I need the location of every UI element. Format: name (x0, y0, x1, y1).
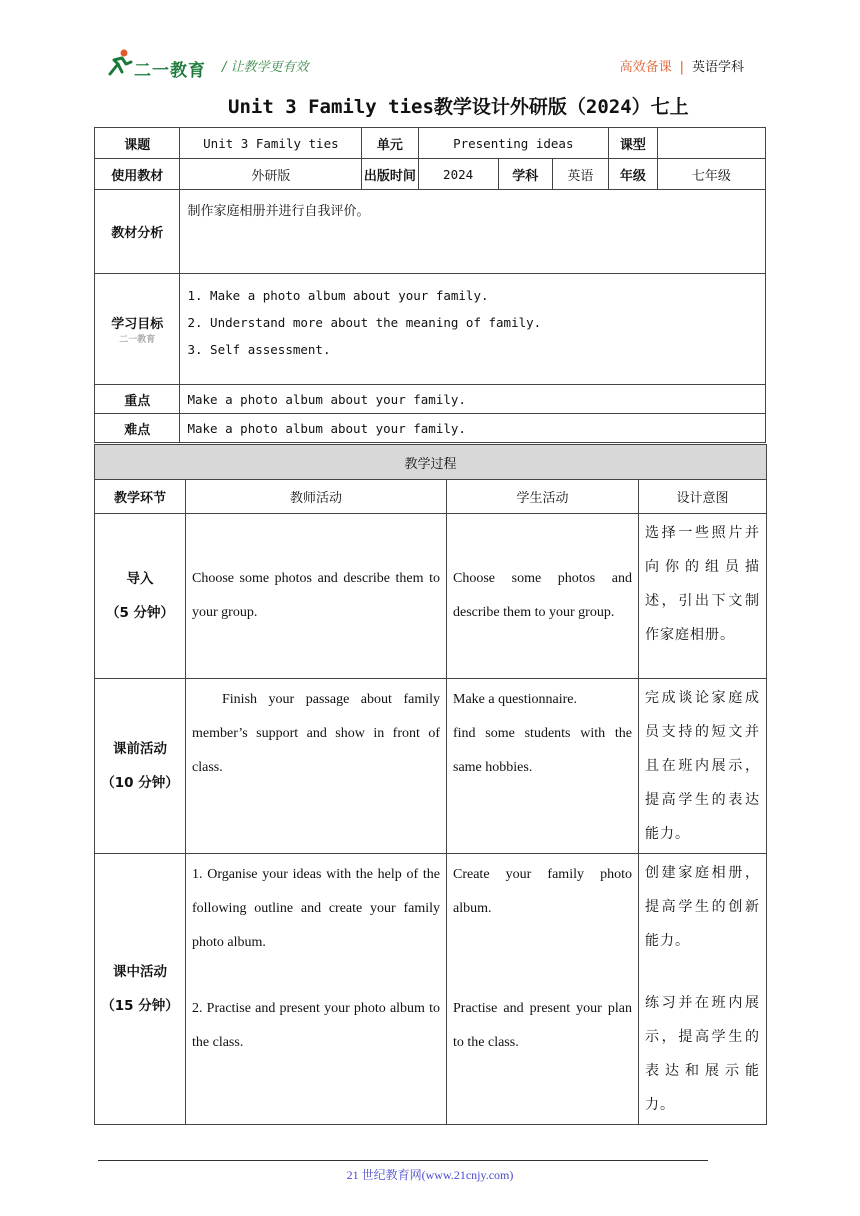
student-activity (447, 679, 639, 854)
student-activity-step: Create your family photo album. (453, 867, 632, 916)
watermark-logo (95, 332, 179, 345)
teacher-activity: Choose some photos and describe them to your group. (186, 514, 447, 679)
page-header (104, 48, 744, 82)
student-activity (447, 854, 639, 1125)
header-label-efficient: 高效备课 (619, 60, 672, 75)
stage-cell (95, 679, 186, 854)
header-right (620, 56, 744, 75)
textbook-label: 使用教材 (95, 159, 180, 190)
logo-text: 二一教育 (134, 61, 206, 81)
teacher-activity-step: 2. Practise and present your photo album to the class. (192, 1001, 440, 1050)
objective-item: 2. Understand more about the meaning of family. (187, 315, 542, 330)
pubtime-value: 2024 (418, 159, 498, 190)
topic-label: 课题 (95, 128, 180, 159)
design-intent: 选择一些照片并向你的组员描述，引出下文制作家庭相册。 (639, 514, 767, 679)
grade-label: 年级 (609, 159, 658, 190)
process-table (94, 444, 767, 1125)
table-row (95, 514, 767, 679)
unit-value: Presenting ideas (418, 128, 608, 159)
teacher-activity-step: 1. Organise your ideas with the help of the following outline and create your family photo album. (192, 867, 440, 950)
stage-time: （10 分钟） (101, 775, 179, 791)
process-header-row (95, 480, 767, 514)
header-separator: | (679, 60, 684, 75)
stage-time: （15 分钟） (101, 998, 179, 1014)
design-intent (639, 854, 767, 1125)
student-activity-line: Make a questionnaire. (453, 692, 578, 707)
analysis-label: 教材分析 (95, 190, 180, 274)
teacher-activity: Finish your passage about family member’s support and show in front of class. (186, 679, 447, 854)
grade-value: 七年级 (657, 159, 765, 190)
objectives-label-cell (95, 274, 180, 385)
objective-item: 3. Self assessment. (187, 342, 331, 357)
objectives-list (180, 274, 766, 385)
process-title-row (95, 445, 767, 480)
design-intent-step: 练习并在班内展示，提高学生的表达和展示能力。 (645, 995, 761, 1113)
difficult-value: Make a photo album about your family. (180, 414, 766, 443)
info-row-textbook (95, 159, 766, 190)
type-label: 课型 (609, 128, 658, 159)
student-activity-step: Practise and present your plan to the class. (453, 1001, 632, 1050)
student-activity-line: find some students with the same hobbies. (453, 726, 632, 775)
design-intent: 完成谈论家庭成员支持的短文并且在班内展示，提高学生的表达能力。 (639, 679, 767, 854)
unit-label: 单元 (362, 128, 418, 159)
info-row-analysis (95, 190, 766, 274)
info-row-key (95, 385, 766, 414)
pubtime-label: 出版时间 (362, 159, 418, 190)
design-intent-step: 创建家庭相册，提高学生的创新能力。 (645, 865, 761, 949)
footer-divider (98, 1160, 708, 1161)
student-activity: Choose some photos and describe them to your group. (447, 514, 639, 679)
process-title: 教学过程 (95, 445, 767, 480)
info-table (94, 127, 766, 443)
footer-link[interactable]: 21 世纪教育网(www.21cnjy.com) (346, 1168, 514, 1182)
header-slogan: / 让教学更有效 (222, 60, 309, 75)
col-header-intent: 设计意图 (639, 480, 767, 514)
document-title: Unit 3 Family ties教学设计外研版（2024）七上 (228, 96, 689, 118)
col-header-student: 学生活动 (447, 480, 639, 514)
table-row (95, 854, 767, 1125)
subject-value: 英语 (552, 159, 608, 190)
objective-item: 1. Make a photo album about your family. (187, 288, 489, 303)
logo (104, 48, 214, 80)
col-header-teacher: 教师活动 (186, 480, 447, 514)
runner-logo-icon (104, 48, 134, 78)
stage-name: 课中活动 (113, 964, 167, 980)
teacher-activity (186, 854, 447, 1125)
info-row-topic (95, 128, 766, 159)
stage-cell (95, 514, 186, 679)
objectives-label: 学习目标 (111, 317, 164, 332)
stage-name: 导入 (126, 571, 154, 587)
analysis-value: 制作家庭相册并进行自我评价。 (180, 190, 766, 274)
col-header-stage: 教学环节 (95, 480, 186, 514)
header-label-subject: 英语学科 (691, 60, 744, 75)
watermark-text: 二一教育 (119, 335, 156, 345)
info-row-difficult (95, 414, 766, 443)
key-value: Make a photo album about your family. (180, 385, 766, 414)
table-row (95, 679, 767, 854)
stage-name: 课前活动 (113, 741, 167, 757)
subject-label: 学科 (498, 159, 552, 190)
type-value (657, 128, 765, 159)
topic-value: Unit 3 Family ties (180, 128, 362, 159)
stage-time: （5 分钟） (105, 605, 175, 621)
textbook-value: 外研版 (180, 159, 362, 190)
key-label: 重点 (95, 385, 180, 414)
stage-cell (95, 854, 186, 1125)
info-row-objectives (95, 274, 766, 385)
difficult-label: 难点 (95, 414, 180, 443)
